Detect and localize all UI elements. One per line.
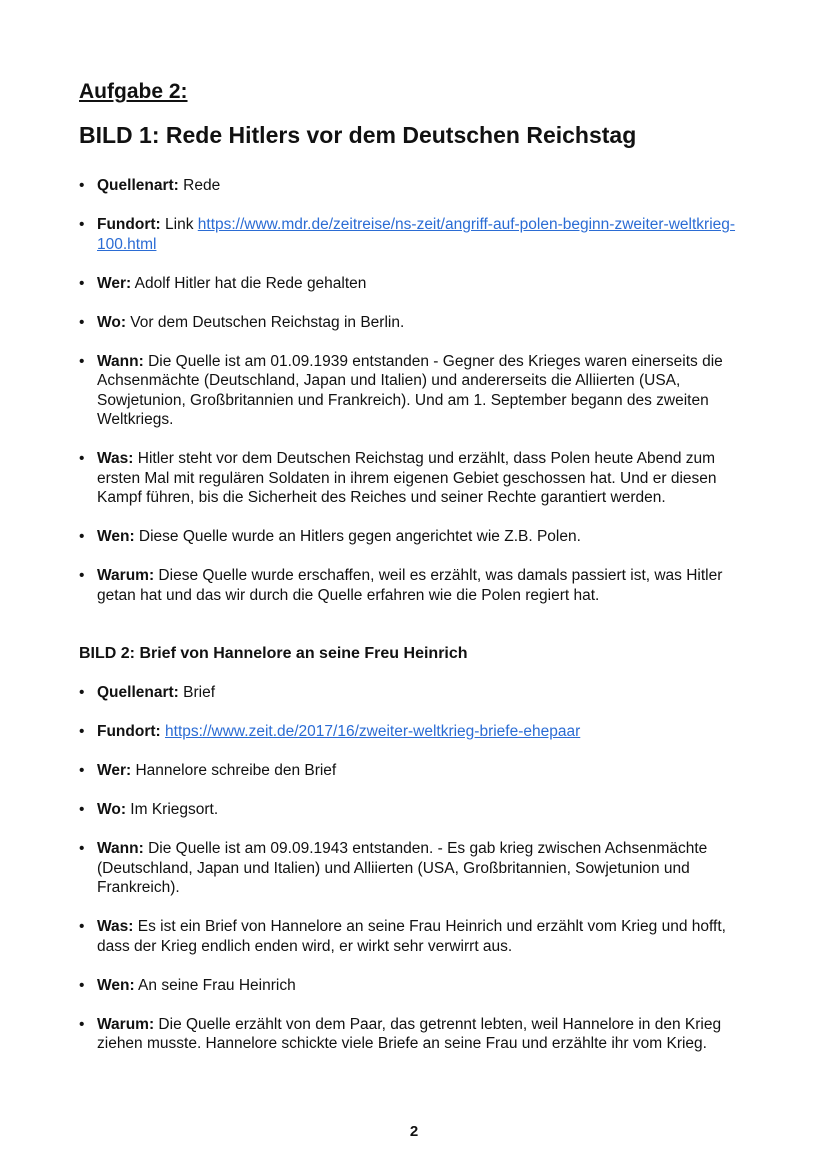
item-label: Warum: — [97, 1015, 155, 1033]
item-text: Im Kriegsort. — [125, 801, 219, 818]
item-label: Wer: — [97, 274, 132, 292]
bild1-list — [79, 176, 759, 625]
item-text: Die Quelle ist am 09.09.1943 entstanden. - Es gab krieg zwischen Achsenmächte (Deutschland, Japan und Italien) und Alliierten (USA, Großbritannien, Sowjetunion und Frankreich). — [97, 840, 708, 896]
item-text: Adolf Hitler hat die Rede gehalten — [131, 274, 367, 292]
item-text: Hannelore schreibe den Brief — [131, 762, 337, 779]
bild2-title: BILD 2: Brief von Hannelore an seine Freu Heinrich — [79, 645, 468, 662]
list-item — [79, 352, 759, 430]
item-text: Die Quelle ist am 01.09.1939 entstanden - Gegner des Krieges waren einerseits die Achsenmächte (Deutschland, Japan und Italien) und andererseits die Alliierten (USA, Sowjetunion, Großbritannien und Frankreich). Und am 1. September begann des zweiten Weltkriegs. — [97, 352, 723, 428]
item-label: Wo: — [97, 313, 126, 331]
item-text: Link — [160, 216, 198, 233]
item-text: Hitler steht vor dem Deutschen Reichstag und erzählt, dass Polen heute Abend zum ersten Mal mit regulären Soldaten in ihrem eigenen Gebiet geschossen hat. Und er diesen Kampf führen, bis die Sicherheit des Reiches und seiner Rechte garantiert werden. — [97, 450, 717, 506]
item-text: Brief — [178, 684, 216, 701]
task-heading: Aufgabe 2: — [79, 80, 188, 103]
list-item — [79, 683, 759, 703]
list-item — [79, 449, 759, 508]
item-text: Vor dem Deutschen Reichstag in Berlin. — [125, 313, 405, 331]
source-link[interactable]: https://www.mdr.de/zeitreise/ns-zeit/angriff-auf-polen-beginn-zweiter-weltkrieg-100.html — [97, 216, 736, 253]
list-item — [79, 722, 759, 742]
list-item — [79, 176, 759, 196]
item-label: Warum: — [97, 567, 155, 584]
item-label: Wen: — [97, 528, 135, 545]
list-item — [79, 917, 759, 956]
item-label: Was: — [97, 450, 134, 467]
bild2-list — [79, 683, 759, 1073]
item-label: Wann: — [97, 352, 144, 370]
item-label: Wann: — [97, 840, 144, 857]
source-link[interactable]: https://www.zeit.de/2017/16/zweiter-weltkrieg-briefe-ehepaar — [165, 723, 581, 740]
list-item — [79, 566, 759, 605]
list-item — [79, 527, 759, 547]
item-text: Diese Quelle wurde erschaffen, weil es erzählt, was damals passiert ist, was Hitler getan hat und das wir durch die Quelle erfahren wie die Polen regiert hat. — [97, 567, 723, 604]
item-text: Rede — [178, 177, 221, 194]
item-text: An seine Frau Heinrich — [134, 976, 296, 994]
list-item — [79, 839, 759, 898]
list-item — [79, 215, 759, 254]
item-label: Wen: — [97, 976, 135, 994]
list-item — [79, 274, 759, 294]
page-number: 2 — [409, 1123, 419, 1140]
list-item — [79, 976, 759, 996]
item-label: Quellenart: — [97, 177, 179, 194]
list-item — [79, 313, 759, 333]
list-item — [79, 761, 759, 781]
item-text: Es ist ein Brief von Hannelore an seine Frau Heinrich und erzählt vom Krieg und hofft, dass der Krieg endlich enden wird, er wirkt sehr verwirrt aus. — [97, 918, 726, 955]
item-label: Wer: — [97, 762, 132, 779]
item-label: Quellenart: — [97, 684, 179, 701]
bild1-title: BILD 1: Rede Hitlers vor dem Deutschen Reichstag — [79, 122, 637, 148]
item-text: Diese Quelle wurde an Hitlers gegen angerichtet wie Z.B. Polen. — [134, 528, 581, 545]
list-item — [79, 800, 759, 820]
item-label: Was: — [97, 918, 134, 935]
item-text: Die Quelle erzählt von dem Paar, das getrennt lebten, weil Hannelore in den Krieg ziehen musste. Hannelore schickte viele Briefe an seine Frau und erzählte ihr vom Krieg. — [97, 1015, 722, 1052]
list-item — [79, 1015, 759, 1054]
item-label: Wo: — [97, 801, 126, 818]
item-label: Fundort: — [97, 723, 161, 740]
item-label: Fundort: — [97, 216, 161, 233]
